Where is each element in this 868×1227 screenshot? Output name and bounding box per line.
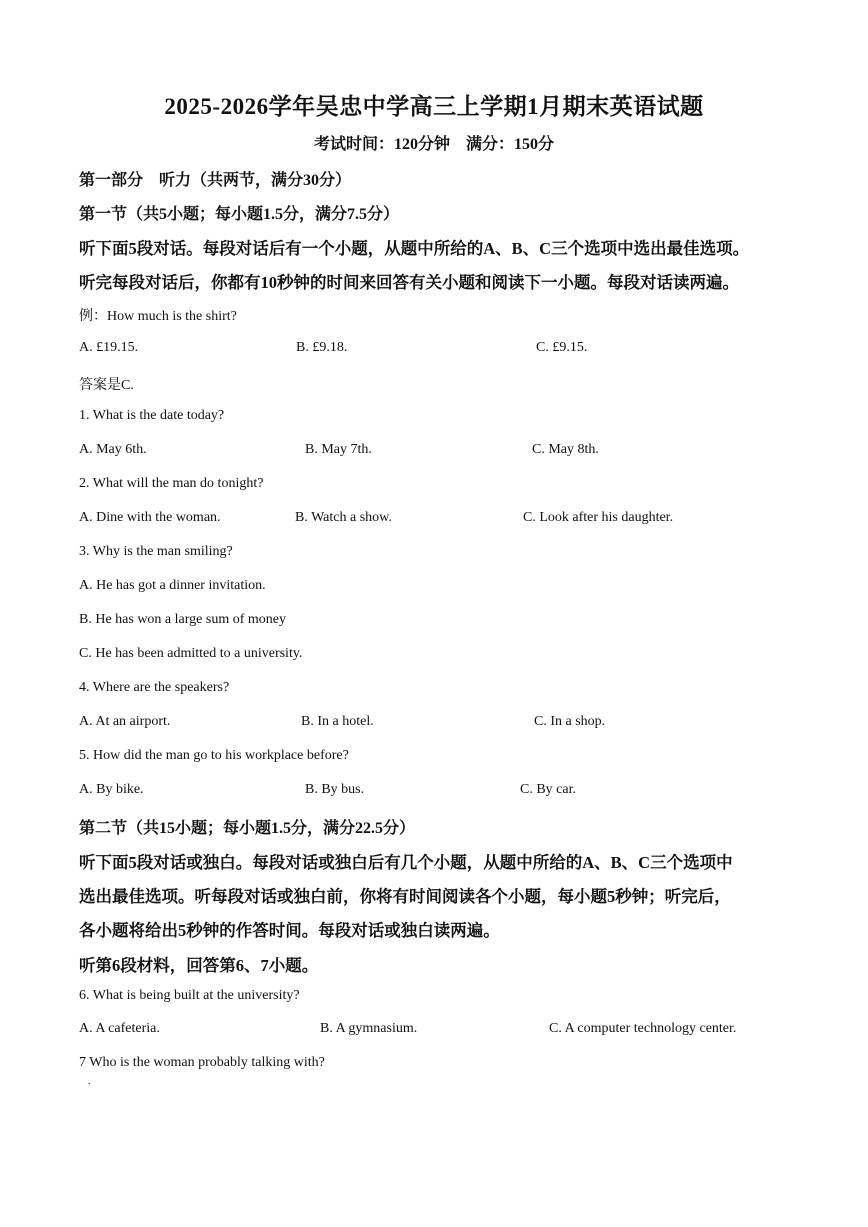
section2-instruction-3: 各小题将给出5秒钟的作答时间。每段对话或独白读两遍。 <box>79 921 500 940</box>
q2-option-c: C. Look after his daughter. <box>523 510 674 525</box>
question-1: 1. What is the date today? <box>79 408 225 423</box>
example-answer: 答案是C. <box>79 378 134 393</box>
q1-option-b: B. May 7th. <box>305 442 372 457</box>
q6-option-b: B. A gymnasium. <box>320 1021 418 1036</box>
example-question: 例：How much is the shirt? <box>79 309 237 324</box>
q3-option-c: C. He has been admitted to a university. <box>79 646 303 661</box>
q2-option-b: B. Watch a show. <box>295 510 392 525</box>
question-2: 2. What will the man do tonight? <box>79 476 264 491</box>
exam-title: 2025-2026学年吴忠中学高三上学期1月期末英语试题 <box>164 94 704 119</box>
q4-option-b: B. In a hotel. <box>301 714 374 729</box>
section2-instruction-1: 听下面5段对话或独白。每段对话或独白后有几个小题，从题中所给的A、B、C三个选项中 <box>79 853 733 872</box>
q5-option-b: B. By bus. <box>305 782 365 797</box>
q6-option-c: C. A computer technology center. <box>549 1021 737 1036</box>
question-5: 5. How did the man go to his workplace before? <box>79 748 349 763</box>
question-6: 6. What is being built at the university? <box>79 988 300 1003</box>
q3-option-b: B. He has won a large sum of money <box>79 612 286 627</box>
example-option-c: C. £9.15. <box>536 340 588 355</box>
question-4: 4. Where are the speakers? <box>79 680 230 695</box>
part1-heading: 第一部分 听力（共两节，满分30分） <box>79 172 352 189</box>
q4-option-c: C. In a shop. <box>534 714 606 729</box>
q5-option-c: C. By car. <box>520 782 576 797</box>
section1-instruction-2: 听完每段对话后，你都有10秒钟的时间来回答有关小题和阅读下一小题。每段对话读两遍。 <box>79 273 739 292</box>
q6-option-a: A. A cafeteria. <box>79 1021 160 1036</box>
example-option-b: B. £9.18. <box>296 340 348 355</box>
section1-heading: 第一节（共5小题；每小题1.5分，满分7.5分） <box>79 206 400 223</box>
section1-instruction-1: 听下面5段对话。每段对话后有一个小题，从题中所给的A、B、C三个选项中选出最佳选项。 <box>79 239 750 258</box>
section2-heading: 第二节（共15小题；每小题1.5分，满分22.5分） <box>79 820 416 837</box>
stray-mark: . <box>88 1076 91 1087</box>
q3-option-a: A. He has got a dinner invitation. <box>79 578 266 593</box>
exam-subtitle: 考试时间：120分钟 满分：150分 <box>313 136 554 153</box>
question-3: 3. Why is the man smiling? <box>79 544 233 559</box>
q1-option-c: C. May 8th. <box>532 442 599 457</box>
question-7: 7 Who is the woman probably talking with? <box>79 1055 325 1070</box>
q2-option-a: A. Dine with the woman. <box>79 510 221 525</box>
q5-option-a: A. By bike. <box>79 782 144 797</box>
example-option-a: A. £19.15. <box>79 340 139 355</box>
section2-instruction-2: 选出最佳选项。听每段对话或独白前，你将有时间阅读各个小题，每小题5秒钟；听完后， <box>79 887 731 906</box>
material-6-heading: 听第6段材料，回答第6、7小题。 <box>79 956 319 975</box>
q4-option-a: A. At an airport. <box>79 714 171 729</box>
q1-option-a: A. May 6th. <box>79 442 147 457</box>
